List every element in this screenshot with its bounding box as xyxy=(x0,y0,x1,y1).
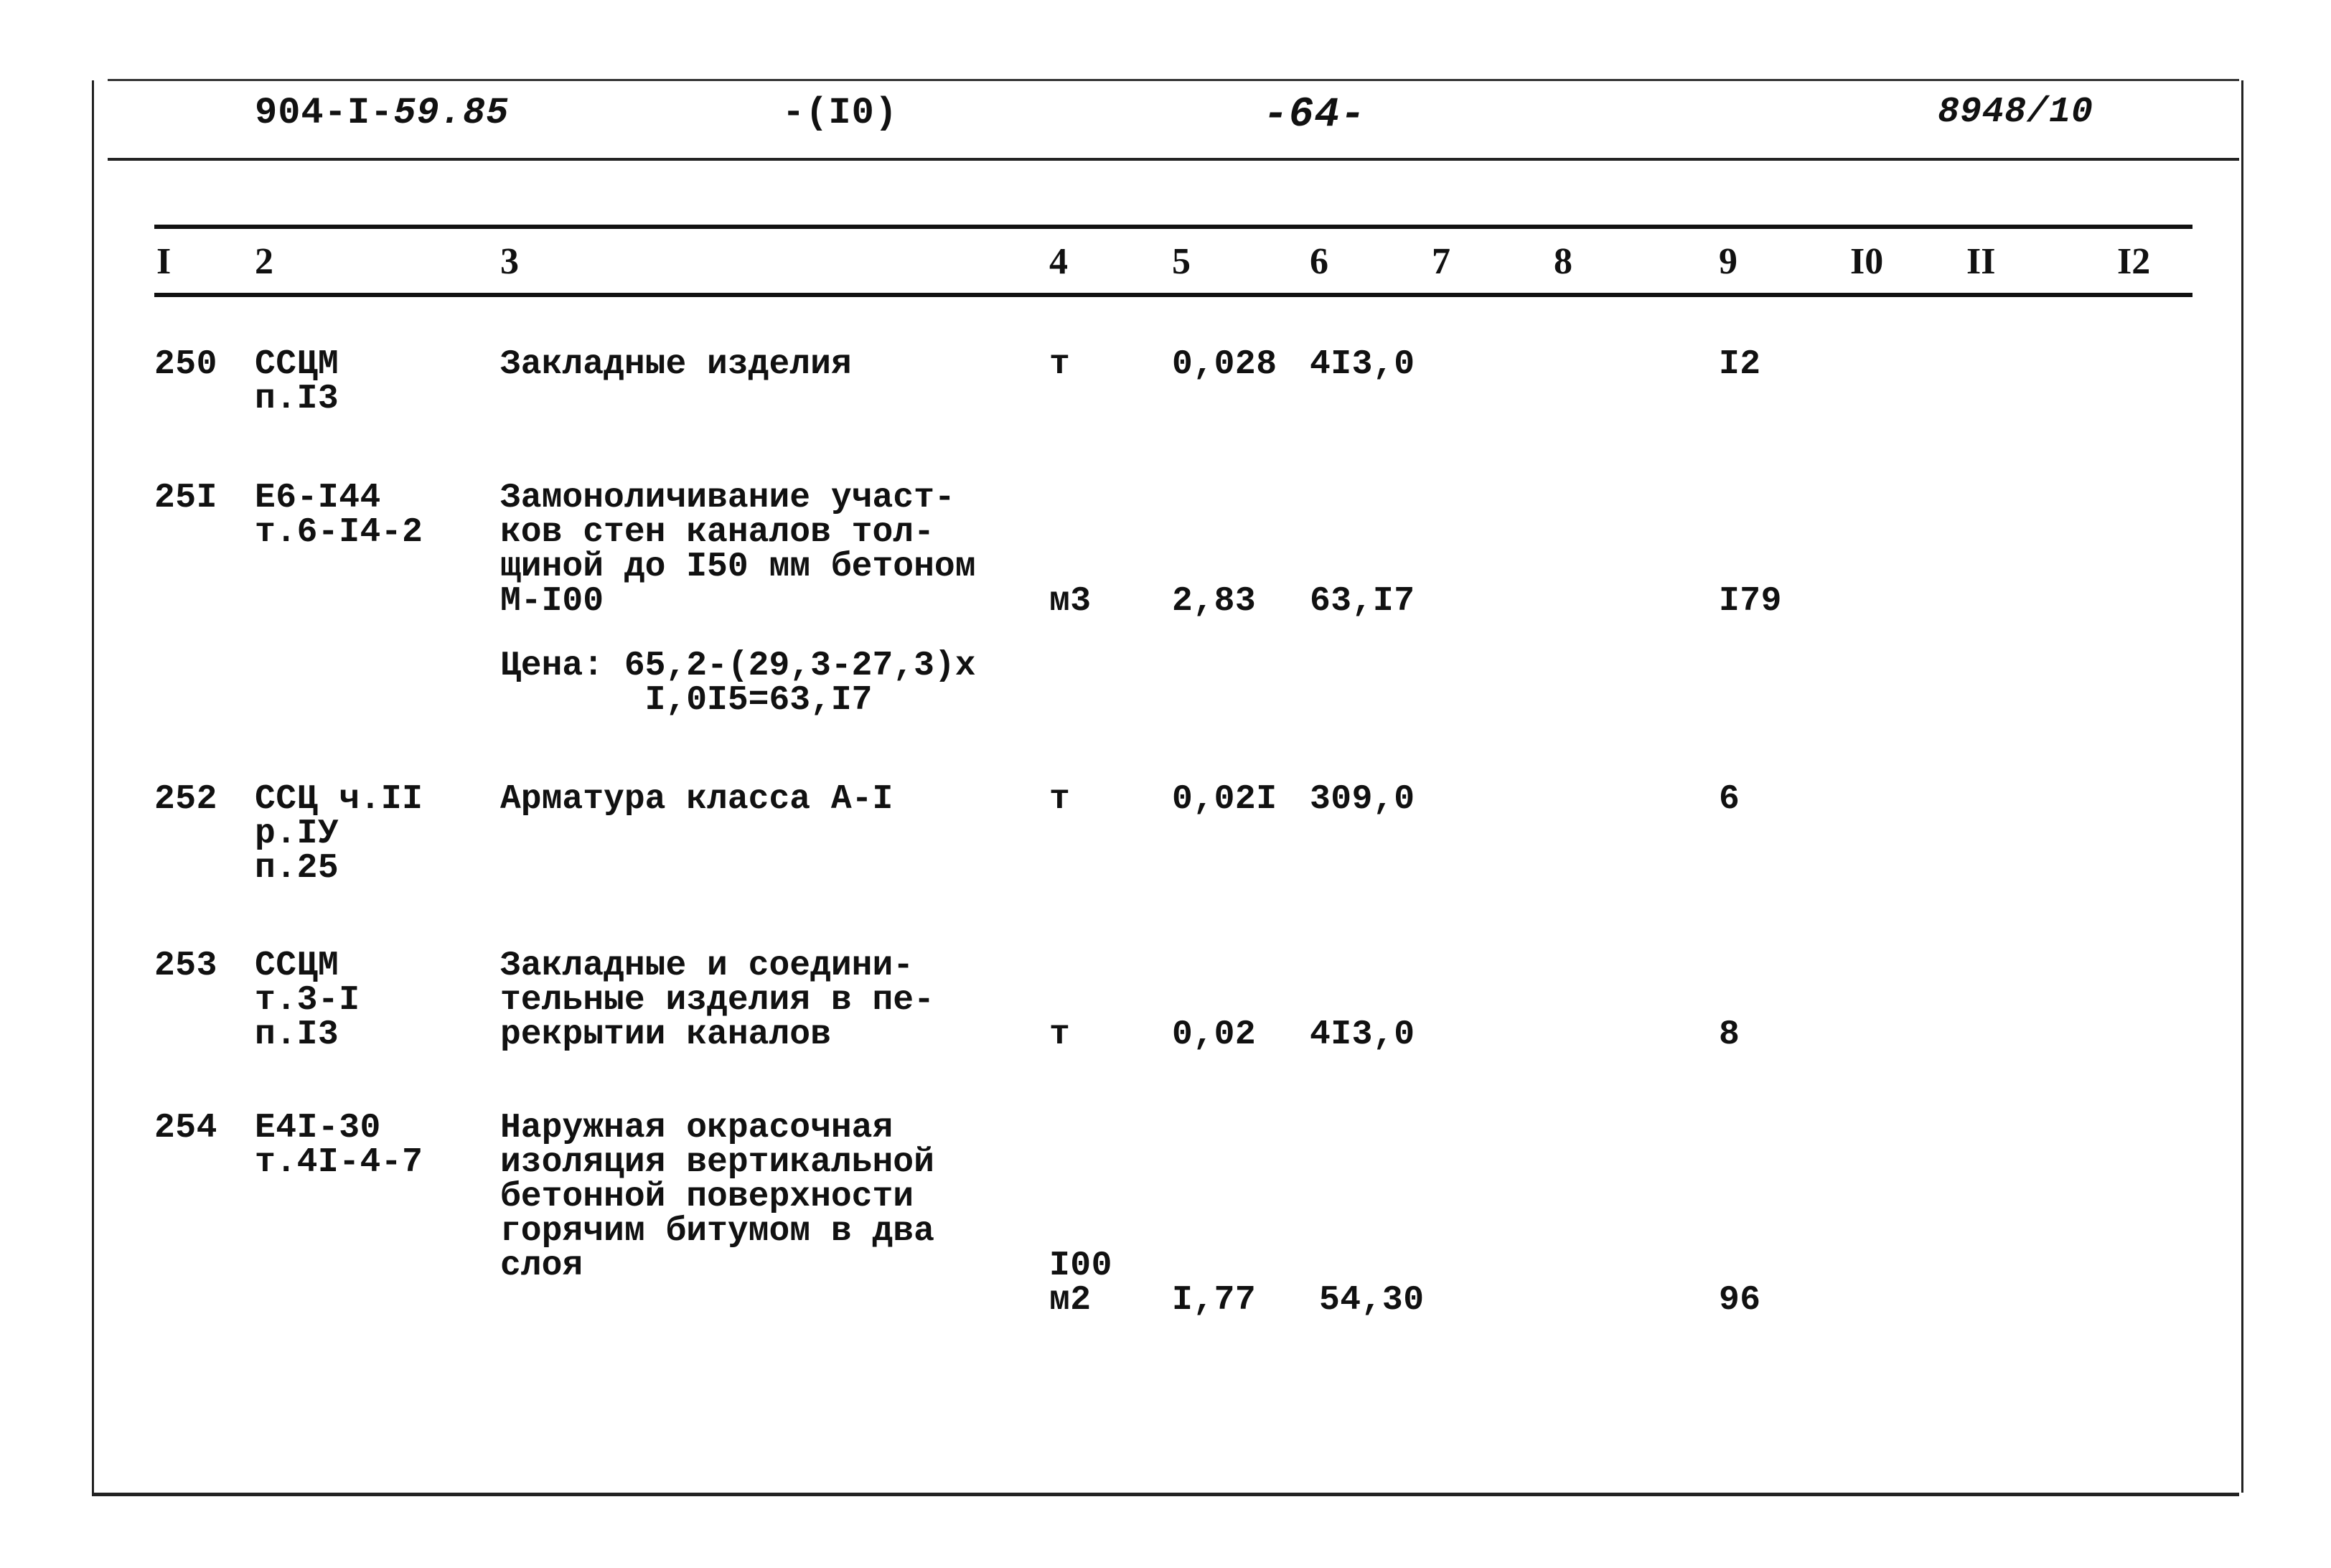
row-number: 25I xyxy=(154,479,217,517)
unit-line: м2 xyxy=(1049,1281,1092,1320)
quantity: I,77 xyxy=(1172,1281,1257,1320)
doc-code-printed: 904-I- xyxy=(255,92,394,134)
column-number: II xyxy=(1966,241,1996,282)
column-number: I2 xyxy=(2117,241,2151,282)
column-number: 8 xyxy=(1554,241,1572,282)
quantity: 0,02 xyxy=(1172,1015,1257,1054)
norm-code-line: т.3-I xyxy=(255,981,360,1020)
row-number: 252 xyxy=(154,780,217,819)
norm-code-line: ССЦ ч.II xyxy=(255,780,423,819)
unit-price: 4I3,0 xyxy=(1310,345,1415,384)
doc-code xyxy=(255,92,509,134)
work-description-line: тельные изделия в пе- xyxy=(500,981,934,1020)
unit-price: 4I3,0 xyxy=(1310,1015,1415,1054)
total-cost: 96 xyxy=(1719,1281,1761,1320)
row-number: 250 xyxy=(154,345,217,384)
work-description-line: бетонной поверхности xyxy=(500,1178,914,1216)
unit-line: т xyxy=(1049,345,1071,384)
work-description-line: М-I00 xyxy=(500,582,604,621)
work-description-line: щиной до I50 мм бетоном xyxy=(500,548,976,586)
norm-code-line: Е6-I44 xyxy=(255,479,381,517)
price-calculation-line: I,0I5=63,I7 xyxy=(500,681,873,720)
row-number: 254 xyxy=(154,1109,217,1147)
row-number: 253 xyxy=(154,947,217,985)
work-description-line: ков стен каналов тол- xyxy=(500,513,934,552)
column-header-bottom-rule xyxy=(154,293,2192,297)
column-number: I0 xyxy=(1850,241,1884,282)
total-cost: I79 xyxy=(1719,582,1782,621)
norm-code-line: п.I3 xyxy=(255,380,339,418)
total-cost: 6 xyxy=(1719,780,1740,819)
total-cost: I2 xyxy=(1719,345,1761,384)
frame-bottom-border xyxy=(92,1493,2239,1496)
header-divider xyxy=(108,158,2239,161)
norm-code-line: ССЦМ xyxy=(255,345,339,384)
unit-price: 63,I7 xyxy=(1310,582,1415,621)
norm-code-line: ССЦМ xyxy=(255,947,339,985)
archive-number: 8948/10 xyxy=(1938,92,2094,133)
norm-code-line: п.I3 xyxy=(255,1015,339,1054)
norm-code-line: п.25 xyxy=(255,849,339,888)
column-number: 3 xyxy=(500,241,519,282)
column-number: I xyxy=(156,241,172,282)
work-description-line: слоя xyxy=(500,1247,583,1285)
work-description-line: рекрытии каналов xyxy=(500,1015,831,1054)
unit-line: I00 xyxy=(1049,1247,1112,1285)
column-header-top-rule xyxy=(154,225,2192,229)
unit-price: 54,30 xyxy=(1319,1281,1425,1320)
column-number: 6 xyxy=(1310,241,1328,282)
norm-code-line: Е4I-30 xyxy=(255,1109,381,1147)
total-cost: 8 xyxy=(1719,1015,1740,1054)
unit-line: м3 xyxy=(1049,582,1092,621)
work-description-line: горячим битумом в два xyxy=(500,1212,934,1251)
doc-code-handwritten: 59.85 xyxy=(393,92,510,134)
section-number: -(I0) xyxy=(782,92,899,134)
work-description-line: изоляция вертикальной xyxy=(500,1143,934,1182)
column-number: 5 xyxy=(1172,241,1191,282)
unit-price: 309,0 xyxy=(1310,780,1415,819)
page-number: -64- xyxy=(1263,92,1366,139)
quantity: 2,83 xyxy=(1172,582,1257,621)
column-number: 2 xyxy=(255,241,273,282)
unit-line: т xyxy=(1049,1015,1071,1054)
norm-code-line: р.IУ xyxy=(255,814,339,853)
work-description-line: Наружная окрасочная xyxy=(500,1109,894,1147)
work-description-line: Закладные изделия xyxy=(500,345,852,384)
unit-line: т xyxy=(1049,780,1071,819)
work-description-line: Арматура класса А-I xyxy=(500,780,894,819)
norm-code-line: т.4I-4-7 xyxy=(255,1143,423,1182)
quantity: 0,02I xyxy=(1172,780,1277,819)
column-number: 7 xyxy=(1432,241,1450,282)
work-description-line: Замоноличивание участ- xyxy=(500,479,955,517)
work-description-line: Закладные и соедини- xyxy=(500,947,914,985)
column-number: 4 xyxy=(1049,241,1068,282)
norm-code-line: т.6-I4-2 xyxy=(255,513,423,552)
quantity: 0,028 xyxy=(1172,345,1277,384)
frame-top-border xyxy=(108,79,2239,81)
price-calculation-line: Цена: 65,2-(29,3-27,3)х xyxy=(500,647,976,685)
column-number: 9 xyxy=(1719,241,1737,282)
